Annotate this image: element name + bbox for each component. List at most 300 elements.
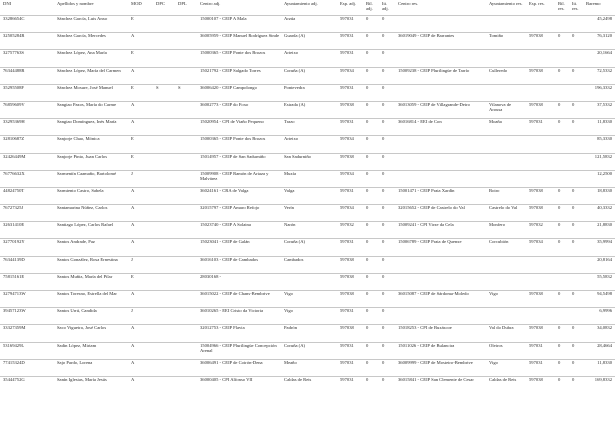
table-row [0,222,615,239]
cell-iti-adj: 0 [379,325,395,342]
table-header [0,0,615,16]
cell-esp-adj: 597038 [337,325,363,342]
cell-bil-res: 0 [555,187,569,204]
cell-bil-res: 0 [555,222,569,239]
cell-esp-adj: 597034 [337,205,363,222]
cell-dni: 76344488R [0,67,54,84]
cell-ayto-res: Caldas de Reis [486,376,526,393]
cell-esp-adj: 597031 [337,119,363,136]
cell-esp-adj: 597031 [337,50,363,67]
cell-iti-adj: 0 [379,101,395,118]
cell-bil-adj: 0 [363,342,379,359]
cell-bil-adj: 0 [363,325,379,342]
cell-ayto-adj: Cambados [281,256,337,273]
cell-centro-res [395,16,486,33]
cell-esp-res: 597038 [526,101,555,118]
cell-esp-res: 597038 [526,325,555,342]
cell-nombre: Santiago López, Carlos Rafael [54,222,128,239]
cell-dni: 32426449M [0,153,54,170]
cell-dni: 76776632X [0,170,54,187]
cell-bil-adj: 0 [363,239,379,256]
cell-dpl [175,291,197,308]
cell-centro-res: 32015652 - CEIP de Castrelo do Val [395,205,486,222]
header-dni: DNI [3,1,12,6]
cell-iti-adj: 0 [379,376,395,393]
cell-ayto-res: Boiro [486,187,526,204]
table-row [0,359,615,376]
cell-esp-res: 597034 [526,239,555,256]
cell-centro-res [395,170,486,187]
cell-iti-res [569,273,583,290]
cell-bil-res: 0 [555,205,569,222]
cell-mod: A [128,101,153,118]
cell-esp-res [526,136,555,153]
cell-centro-adj: 36005959 - CEIP Manuel Rodríguez Sinde [197,33,281,50]
cell-ayto-res [486,50,526,67]
cell-centro-adj: 32012753 - CEIP Flavia [197,325,281,342]
cell-esp-res [526,153,555,170]
cell-mod: A [128,359,153,376]
cell-esp-adj: 597038 [337,291,363,308]
cell-ayto-res [486,136,526,153]
cell-iti-res [569,84,583,101]
cell-iti-adj: 0 [379,170,395,187]
cell-dpl [175,101,197,118]
cell-bil-adj: 0 [363,50,379,67]
header-bil-adj: Bil. adj. [366,1,373,12]
cell-dni: 33295369H [0,119,54,136]
cell-baremo: 121,5832 [583,153,615,170]
cell-bil-adj: 0 [363,119,379,136]
cell-bil-adj: 0 [363,101,379,118]
cell-ayto-res: Oleiros [486,342,526,359]
cell-baremo: 11,8330 [583,119,615,136]
table-row [0,170,615,187]
cell-ayto-adj: Muxía [281,170,337,187]
cell-esp-adj: 597032 [337,222,363,239]
cell-esp-res: 597038 [526,33,555,50]
cell-mod: A [128,222,153,239]
cell-dpl [175,325,197,342]
cell-bil-adj: 0 [363,136,379,153]
cell-dni: 32757763S [0,50,54,67]
cell-iti-adj: 0 [379,342,395,359]
cell-dni: 44824750T [0,187,54,204]
cell-bil-adj: 0 [363,256,379,273]
cell-ayto-adj: Coruña (A) [281,67,337,84]
cell-centro-adj: 15000365 - CEIP Ponte dos Brozos [197,50,281,67]
cell-dpc [153,239,175,256]
cell-nombre: Saco Vigueira, José Carlos [54,325,128,342]
cell-dpl [175,205,197,222]
cell-dpl [175,376,197,393]
cell-iti-adj: 0 [379,273,395,290]
cell-nombre: Santos Muñiz, María del Pilar [54,273,128,290]
cell-bil-adj: 0 [363,359,379,376]
table-row [0,342,615,359]
cell-nombre: Sanjorje Pinto, Juan Carlos [54,153,128,170]
cell-centro-adj: 36016103 - CEIP de Cambados [197,256,281,273]
cell-mod: E [128,153,153,170]
cell-esp-adj: 597031 [337,84,363,101]
header-esp-res: Esp. res. [529,1,545,6]
cell-esp-adj: 597031 [337,376,363,393]
cell-baremo: 11,8330 [583,359,615,376]
cell-dpl [175,256,197,273]
cell-centro-adj: 36000405 - CPI Alfonso VII [197,376,281,393]
cell-ayto-res: Vilanova de Arousa [486,101,526,118]
cell-dpl [175,239,197,256]
cell-ayto-adj: Caldas de Reis [281,376,337,393]
cell-iti-res: 0 [569,67,583,84]
cell-dni: 76344139D [0,256,54,273]
cell-bil-res [555,273,569,290]
cell-nombre: Sánchez García, Mercedes [54,33,128,50]
cell-centro-adj: 36006491 - CEIP de Coirón-Dena [197,359,281,376]
cell-esp-res: 597038 [526,67,555,84]
table-body [0,16,615,394]
cell-esp-res [526,170,555,187]
cell-esp-adj: 597031 [337,16,363,33]
cell-ayto-adj: Valga [281,187,337,204]
cell-esp-adj: 597031 [337,239,363,256]
cell-esp-adj: 597038 [337,153,363,170]
cell-iti-res: 0 [569,101,583,118]
cell-nombre: Santos Urrú, Candida [54,308,128,325]
cell-nombre: Sangiao Pazos, María do Carme [54,101,128,118]
cell-bil-adj: 0 [363,376,379,393]
cell-nombre: Sarmentín Caamaño, Bartolomé [54,170,128,187]
cell-ayto-adj: San Sadurniño [281,153,337,170]
cell-nombre: Sánchez López, María del Carmen [54,67,128,84]
cell-iti-adj: 0 [379,153,395,170]
cell-ayto-adj: Arteixo [281,50,337,67]
cell-dpc [153,16,175,33]
cell-bil-adj: 0 [363,170,379,187]
header-ayto-adj: Ayuntamiento adj. [284,1,318,6]
cell-centro-res: 36013059 - CEIP de Villagrande-Deiro [395,101,486,118]
cell-iti-res [569,308,583,325]
cell-centro-adj: 15014957 - CEIP de San Sadurniño [197,153,281,170]
cell-bil-res [555,136,569,153]
header-centro-res: Centro res. [398,1,419,6]
cell-iti-res [569,136,583,153]
cell-iti-res [569,16,583,33]
cell-esp-res [526,308,555,325]
cell-dpc [153,342,175,359]
cell-nombre: Sanjorje Chao, Mónica [54,136,128,153]
cell-iti-adj: 0 [379,33,395,50]
cell-centro-res: 36015087 - CEIP de Sárdoma-Moledo [395,291,486,308]
cell-centro-res: 15009238 - CEIP Plurilingüe de Tarrío [395,67,486,84]
cell-bil-adj: 0 [363,67,379,84]
cell-centro-res: 36015841 - CEIP San Clemente de Cesar [395,376,486,393]
cell-mod: A [128,325,153,342]
cell-esp-res: 597038 [526,187,555,204]
cell-dpc [153,33,175,50]
cell-baremo: 18,8330 [583,187,615,204]
cell-ayto-adj: Coruña (A) [281,342,337,359]
cell-dni: 53169429L [0,342,54,359]
cell-ayto-adj: Verín [281,205,337,222]
cell-ayto-res: Culleredo [486,67,526,84]
header-nombre: Apellidos y nombre [57,1,94,6]
cell-iti-adj: 0 [379,239,395,256]
cell-nombre: Sadin López, Miriam [54,342,128,359]
cell-esp-adj: 597038 [337,256,363,273]
cell-dni: 77415324D [0,359,54,376]
cell-ayto-adj [281,273,337,290]
cell-baremo: 55,5832 [583,273,615,290]
cell-centro-adj: 15000107 - CEIP A Mala [197,16,281,33]
cell-esp-res [526,273,555,290]
cell-iti-res: 0 [569,222,583,239]
cell-centro-adj: 28030168 - [197,273,281,290]
cell-mod: E [128,16,153,33]
cell-centro-res: 36016814 - EEI de Con [395,119,486,136]
cell-esp-res: 597038 [526,205,555,222]
cell-baremo: 169,8332 [583,376,615,393]
cell-baremo: 6,9996 [583,308,615,325]
table-row [0,33,615,50]
cell-baremo: 94,5498 [583,291,615,308]
cell-baremo: 72,5332 [583,67,615,84]
header-esp-adj: Esp. adj. [340,1,356,6]
cell-centro-adj: 15009908 - CEIP Ramón de Artaza y Malvárez [197,170,281,187]
cell-dpl: S [175,84,197,101]
cell-iti-adj: 0 [379,291,395,308]
cell-centro-res [395,84,486,101]
cell-baremo: 37,5332 [583,101,615,118]
cell-dni: 33327359M [0,325,54,342]
cell-dni: 32770192Y [0,239,54,256]
cell-iti-res [569,153,583,170]
cell-esp-adj: 597034 [337,136,363,153]
cell-dpl [175,342,197,359]
table-row [0,50,615,67]
cell-centro-res: 15009241 - CPI Virxe da Cela [395,222,486,239]
cell-ayto-res: Castrelo do Val [486,205,526,222]
cell-bil-res [555,50,569,67]
cell-bil-adj: 0 [363,205,379,222]
cell-esp-res [526,84,555,101]
cell-esp-adj: 597031 [337,359,363,376]
cell-dni: 35444752G [0,376,54,393]
cell-bil-res: 0 [555,119,569,136]
cell-dni: 75815161E [0,273,54,290]
cell-esp-adj: 597034 [337,170,363,187]
cell-dpl [175,33,197,50]
table-row [0,273,615,290]
cell-mod: J [128,308,153,325]
cell-dpc [153,308,175,325]
cell-iti-res: 0 [569,359,583,376]
cell-ayto-adj: Narón [281,222,337,239]
cell-ayto-res: Vigo [486,359,526,376]
cell-iti-adj: 0 [379,256,395,273]
cell-dpc [153,101,175,118]
cell-dni: 32631410E [0,222,54,239]
cell-iti-res: 0 [569,33,583,50]
cell-dpl [175,136,197,153]
table-row [0,84,615,101]
cell-iti-res: 0 [569,187,583,204]
cell-dpc [153,359,175,376]
cell-centro-adj: 15021792 - CEIP Salgado Torres [197,67,281,84]
cell-nombre: Sanín Iglesias, María Jesús [54,376,128,393]
cell-baremo: 20,1664 [583,50,615,67]
header-baremo: Baremo [586,1,601,6]
table-row [0,239,615,256]
table-row [0,325,615,342]
cell-mod: E [128,136,153,153]
header-dpc: DPC [156,1,165,6]
cell-esp-adj: 597031 [337,33,363,50]
table-row [0,308,615,325]
cell-mod: J [128,170,153,187]
cell-iti-res: 0 [569,119,583,136]
header-dpl: DPL [178,1,187,6]
cell-dpl [175,50,197,67]
cell-mod: E [128,273,153,290]
cell-mod: J [128,256,153,273]
cell-baremo: 76,3120 [583,33,615,50]
cell-bil-res [555,308,569,325]
cell-centro-adj: 15020954 - CPI de Viaño Pequeno [197,119,281,136]
cell-iti-res: 0 [569,325,583,342]
table-row [0,67,615,84]
cell-dpc [153,187,175,204]
cell-ayto-res: Monfero [486,222,526,239]
cell-iti-adj: 0 [379,187,395,204]
cell-iti-res: 0 [569,205,583,222]
cell-dni: 39457123W [0,308,54,325]
cell-mod: E [128,50,153,67]
cell-baremo: 196,3332 [583,84,615,101]
cell-ayto-adj: Coruña (A) [281,239,337,256]
cell-dpc [153,376,175,393]
cell-ayto-res [486,273,526,290]
table-row [0,291,615,308]
table-row [0,256,615,273]
cell-dpc [153,222,175,239]
cell-bil-res: 0 [555,325,569,342]
cell-bil-res: 0 [555,67,569,84]
cell-dpl [175,67,197,84]
cell-iti-res: 0 [569,376,583,393]
cell-baremo: 34,0832 [583,325,615,342]
cell-centro-res: 15001471 - CEIP Praia Xardín [395,187,486,204]
cell-baremo: 45,2498 [583,16,615,33]
cell-iti-adj: 0 [379,67,395,84]
cell-dpc [153,291,175,308]
cell-iti-res: 0 [569,342,583,359]
cell-esp-res [526,16,555,33]
table-row [0,205,615,222]
cell-iti-res [569,50,583,67]
cell-bil-adj: 0 [363,84,379,101]
cell-centro-adj: 15023740 - CEIP A Solaina [197,222,281,239]
header-mod: MOD [131,1,142,6]
cell-centro-res [395,308,486,325]
cell-esp-res: 597031 [526,359,555,376]
cell-bil-res [555,256,569,273]
cell-ayto-res: Corcubión [486,239,526,256]
cell-mod: A [128,205,153,222]
cell-centro-res [395,50,486,67]
cell-bil-adj: 0 [363,273,379,290]
cell-iti-adj: 0 [379,222,395,239]
cell-ayto-res: Moaña [486,119,526,136]
cell-ayto-res [486,153,526,170]
cell-ayto-adj: Arteixo [281,136,337,153]
cell-dni: 32794713W [0,291,54,308]
cell-centro-res: 36009999 - CEIP de Mosteiro-Bembrive [395,359,486,376]
cell-baremo: 40,3332 [583,205,615,222]
cell-nombre: Santos Andrade, Paz [54,239,128,256]
cell-dpc [153,50,175,67]
cell-bil-res [555,170,569,187]
cell-dpc [153,205,175,222]
cell-esp-res: 597031 [526,342,555,359]
cell-nombre: Santos González, Rosa Ernestina [54,256,128,273]
cell-iti-adj: 0 [379,359,395,376]
cell-ayto-res [486,170,526,187]
cell-baremo: 12,2500 [583,170,615,187]
cell-dpl [175,359,197,376]
cell-bil-adj: 0 [363,16,379,33]
table-row [0,136,615,153]
cell-ayto-res [486,84,526,101]
cell-centro-adj: 32015797 - CEIP Amaro Refojo [197,205,281,222]
cell-ayto-adj: Vigo [281,291,337,308]
cell-ayto-res: Vigo [486,291,526,308]
cell-bil-res [555,153,569,170]
cell-esp-adj: 597031 [337,342,363,359]
cell-dpc [153,273,175,290]
cell-centro-adj: 36010265 - EEI Cristo da Victoria [197,308,281,325]
cell-esp-adj: 597038 [337,101,363,118]
cell-baremo: 20,8164 [583,256,615,273]
cell-esp-res: 597031 [526,119,555,136]
cell-bil-res: 0 [555,359,569,376]
cell-esp-adj: 597034 [337,67,363,84]
cell-ayto-res: Tomiño [486,33,526,50]
cell-bil-res: 0 [555,291,569,308]
cell-dpc: S [153,84,175,101]
cell-nombre: Sánchez López, Ana María [54,50,128,67]
cell-centro-res [395,273,486,290]
cell-bil-res [555,84,569,101]
cell-esp-res: 597038 [526,376,555,393]
cell-dni: 76727325J [0,205,54,222]
cell-mod: A [128,187,153,204]
cell-centro-adj: 36002773 - CEIP do Foxo [197,101,281,118]
cell-baremo: 35,9994 [583,239,615,256]
cell-dpl [175,153,197,170]
cell-dpc [153,119,175,136]
cell-bil-adj: 0 [363,153,379,170]
cell-ayto-adj: Trazo [281,119,337,136]
cell-ayto-adj: Meaño [281,359,337,376]
cell-nombre: Sánchez García, Luis Anxo [54,16,128,33]
cell-dpl [175,119,197,136]
cell-mod: A [128,291,153,308]
cell-dni: 35295508F [0,84,54,101]
cell-bil-adj: 0 [363,222,379,239]
cell-bil-adj: 0 [363,33,379,50]
cell-esp-adj: 597038 [337,273,363,290]
